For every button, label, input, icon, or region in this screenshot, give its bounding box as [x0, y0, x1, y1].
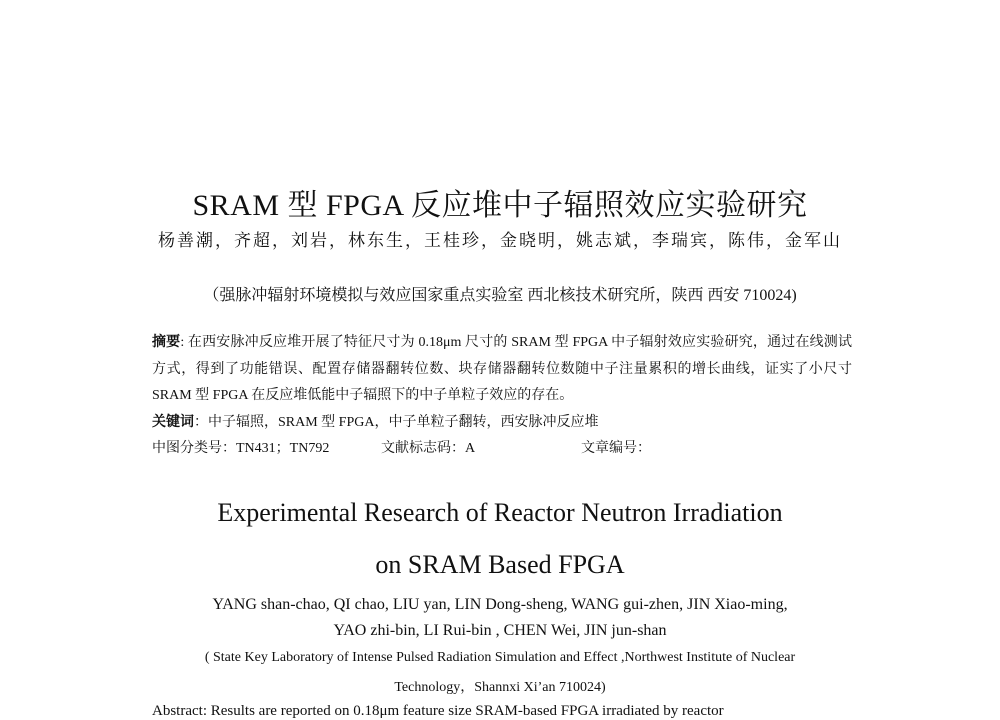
chinese-affiliation: （强脉冲辐射环境模拟与效应国家重点实验室 西北核技术研究所，陕西 西安 710024): [203, 287, 797, 304]
keywords-text: ：中子辐照，SRAM 型 FPGA，中子单粒子翻转，西安脉冲反应堆: [194, 414, 599, 430]
english-authors-line-1: YANG shan-chao, QI chao, LIU yan, LIN Dong-sheng, WANG gui-zhen, JIN Xiao-ming,: [212, 596, 788, 613]
english-title-line-1: Experimental Research of Reactor Neutron Irradiation: [217, 498, 783, 527]
english-abstract-partial: Abstract: Results are reported on 0.18μm feature size SRAM-based FPGA irradiated by reactor: [152, 703, 724, 719]
chinese-keywords: [152, 410, 852, 437]
keywords-label: 关键词: [152, 414, 194, 430]
english-authors-line-2: YAO zhi-bin, LI Rui-bin , CHEN Wei, JIN jun-shan: [333, 622, 667, 639]
english-affiliation-line-1: ( State Key Laboratory of Intense Pulsed Radiation Simulation and Effect ,Northwest Institute of Nuclear: [204, 650, 796, 665]
article-number: 文章编号：: [581, 441, 651, 456]
chinese-title: SRAM 型 FPGA 反应堆中子辐照效应实验研究: [192, 189, 808, 222]
classification-line: [152, 436, 852, 463]
abstract-label: 摘要: [152, 335, 181, 350]
chinese-abstract: [152, 330, 852, 410]
chinese-authors: 杨善潮，齐超，刘岩，林东生，王桂珍，金晓明，姚志斌，李瑞宾，陈伟，金军山: [158, 231, 842, 250]
clc-number: 中图分类号：TN431；TN792: [152, 441, 330, 456]
english-title-line-2: on SRAM Based FPGA: [375, 550, 625, 579]
chinese-abstract-section: [152, 330, 852, 463]
document-code: 文献标志码：A: [381, 441, 476, 456]
english-affiliation-line-2: Technology，Shannxi Xi’an 710024): [394, 680, 606, 695]
abstract-text: : 在西安脉冲反应堆开展了特征尺寸为 0.18μm 尺寸的 SRAM 型 FPGA 中子辐射效应实验研究，通过在线测试方式，得到了功能错误、配置存储器翻转位数、块存储器翻转位数随中子注量累积的增长曲线，证实了小尺寸 SRAM 型 FPGA 在反应堆低能中子辐照下的中子单粒子效应的存在。: [152, 335, 852, 403]
